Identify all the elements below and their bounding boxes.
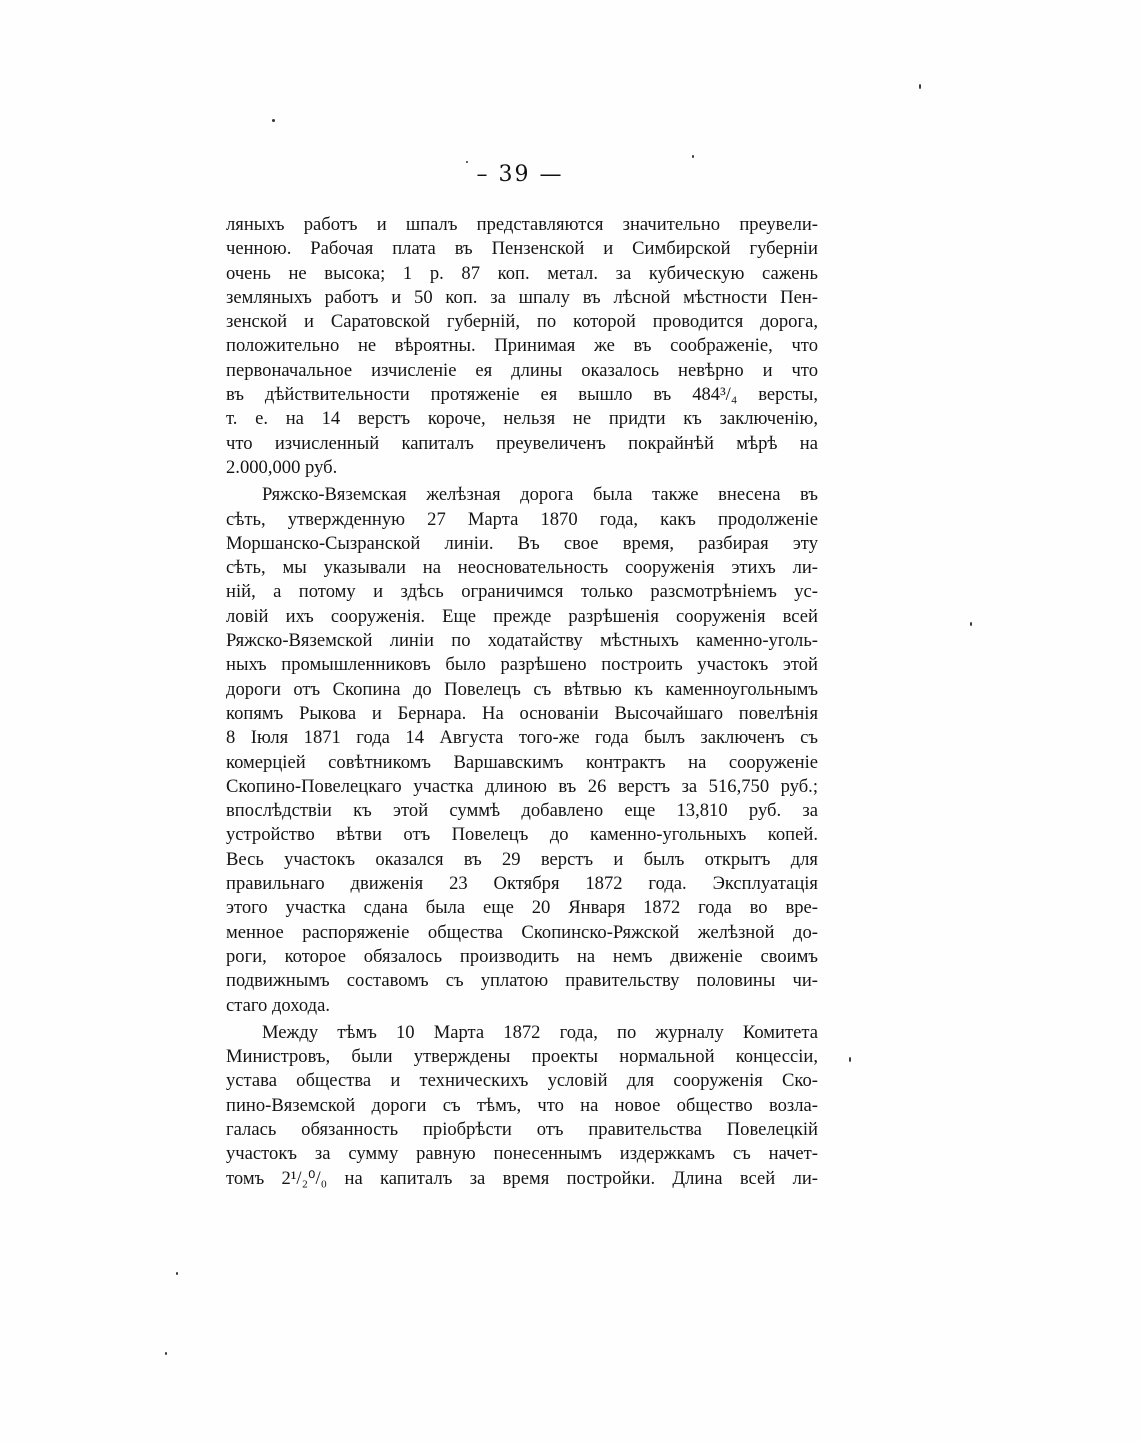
- scan-speck: [272, 119, 275, 122]
- text-line: что изчисленный капиталъ преувеличенъ покрайнѣй мѣрѣ на: [226, 432, 818, 454]
- text-line: сѣть, мы указывали на неосновательность сооруженія этихъ ли-: [226, 557, 818, 579]
- scan-speck: [176, 1272, 178, 1275]
- text-line: томъ 2¹/₂⁰/₀ на капиталъ за время постройки. Длина всей ли-: [226, 1167, 818, 1189]
- text-line: ловій ихъ сооруженія. Еще прежде разрѣшенія сооруженія всей: [226, 605, 818, 627]
- text-line: устава общества и техническихъ условій для сооруженія Ско-: [226, 1070, 818, 1092]
- text-line: Весь участокъ оказался въ 29 верстъ и былъ открытъ для: [226, 848, 818, 870]
- scan-speck: [919, 84, 921, 89]
- page-number: – 39 —: [476, 162, 564, 187]
- text-line: подвижнымъ составомъ съ уплатою правительству половины чи-: [226, 970, 818, 992]
- paragraph-3: [226, 1021, 818, 1191]
- text-line: Ряжско-Вяземская желѣзная дорога была также внесена въ: [262, 484, 818, 506]
- text-line: копямъ Рыкова и Бернара. На основаніи Высочайшаго повелѣнія: [226, 702, 818, 724]
- scan-speck: [692, 155, 694, 158]
- text-line: ній, а потому и здѣсь ограничимся только разсмотрѣніемъ ус-: [226, 581, 818, 603]
- paragraph-1: [226, 213, 818, 480]
- text-line: этого участка сдана была еще 20 Января 1872 года во вре-: [226, 897, 818, 919]
- text-line: галась обязанность пріобрѣсти отъ правительства Повелецкій: [226, 1118, 818, 1140]
- text-line: менное распоряженіе общества Скопинско-Ряжской желѣзной до-: [226, 921, 818, 943]
- text-line: роги, которое обязалось производить на немъ движеніе своимъ: [226, 945, 818, 967]
- text-line: дороги отъ Скопина до Повелецъ съ вѣтвью къ каменноугольнымъ: [226, 678, 818, 700]
- text-line: зенской и Саратовской губерній, по которой проводится дорога,: [226, 311, 818, 333]
- text-line: впослѣдствіи къ этой суммѣ добавлено еще 13,810 руб. за: [226, 800, 818, 822]
- scan-speck: [165, 1352, 167, 1355]
- text-line: Моршанско-Сызранской линіи. Въ свое время, разбирая эту: [226, 532, 818, 554]
- text-line: ченною. Рабочая плата въ Пензенской и Симбирской губерніи: [226, 238, 818, 260]
- body-text: [226, 213, 818, 1191]
- text-line: въ дѣйствительности протяженіе ея вышло въ 484³/₄ версты,: [226, 384, 818, 406]
- scan-speck: [849, 1057, 851, 1062]
- text-line: сѣть, утвержденную 27 Марта 1870 года, какъ продолженіе: [226, 508, 818, 530]
- text-line: первоначальное изчисленіе ея длины оказалось невѣрно и что: [226, 359, 818, 381]
- scan-speck: [970, 622, 972, 626]
- text-line: Ряжско-Вяземской линіи по ходатайству мѣстныхъ каменно-уголь-: [226, 630, 818, 652]
- text-line: Между тѣмъ 10 Марта 1872 года, по журналу Комитета: [262, 1021, 818, 1043]
- paragraph-2: [226, 483, 818, 1018]
- text-line: участокъ за сумму равную понесеннымъ издержкамъ съ начет-: [226, 1143, 818, 1165]
- text-line: ляныхъ работъ и шпалъ представляются значительно преувели-: [226, 214, 818, 235]
- text-line: очень не высока; 1 р. 87 коп. метал. за кубическую сажень: [226, 262, 818, 284]
- text-line: 2.000,000 руб.: [226, 456, 338, 478]
- text-line: Скопино-Повелецкаго участка длиною въ 26 верстъ за 516,750 руб.;: [226, 775, 818, 797]
- text-line: комерціей совѣтникомъ Варшавскимъ контрактъ на сооруженіе: [226, 751, 818, 773]
- text-line: Министровъ, были утверждены проекты нормальной концессіи,: [226, 1046, 818, 1068]
- text-line: устройство вѣтви отъ Повелецъ до каменно-угольныхъ копей.: [226, 824, 818, 846]
- text-line: 8 Іюля 1871 года 14 Августа того-же года былъ заключенъ съ: [226, 727, 818, 749]
- text-line: правильнаго движенія 23 Октября 1872 года. Эксплуатація: [226, 873, 818, 895]
- text-line: стаго дохода.: [226, 994, 330, 1016]
- text-line: положительно не вѣроятны. Принимая же въ соображеніе, что: [226, 335, 818, 357]
- text-line: т. е. на 14 верстъ короче, нельзя не придти къ заключенію,: [226, 408, 818, 430]
- text-line: ныхъ промышленниковъ было разрѣшено построить участокъ этой: [226, 654, 818, 676]
- text-line: земляныхъ работъ и 50 коп. за шпалу въ лѣсной мѣстности Пен-: [226, 286, 818, 308]
- text-line: пино-Вяземской дороги съ тѣмъ, что на новое общество возла-: [226, 1094, 818, 1116]
